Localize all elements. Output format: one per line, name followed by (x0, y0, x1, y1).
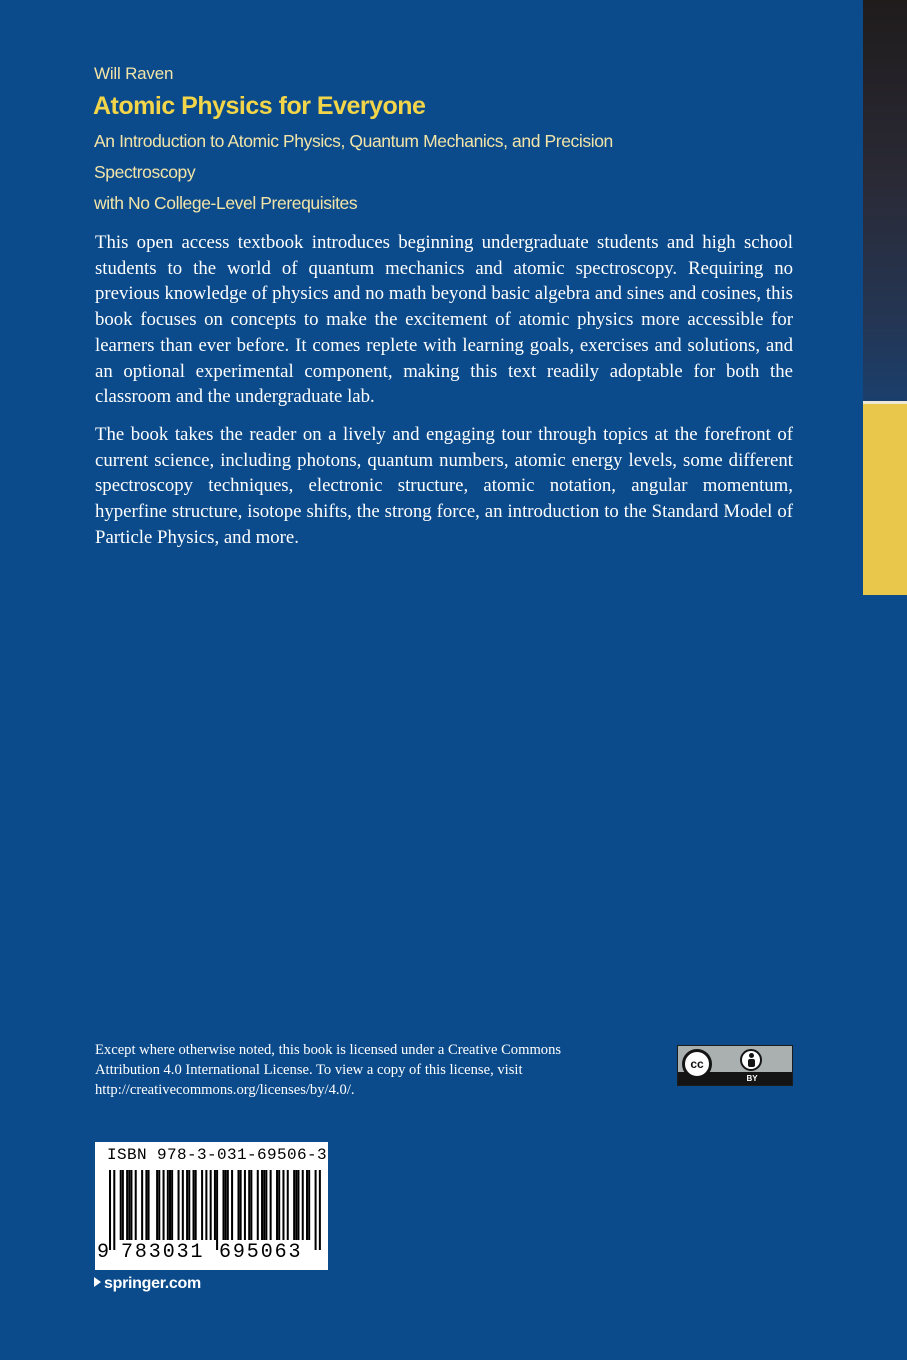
barcode-bar (193, 1170, 195, 1240)
subtitle-line-2: with No College-Level Prerequisites (94, 193, 358, 213)
barcode-bar (145, 1170, 147, 1240)
barcode-bar (240, 1170, 242, 1240)
isbn-number: ISBN 978-3-031-69506-3 (107, 1146, 328, 1164)
barcode-bars (109, 1170, 321, 1250)
arrow-right-icon (94, 1277, 101, 1287)
barcode-bar (227, 1170, 229, 1240)
barcode-bar (188, 1170, 190, 1240)
barcode-bar (265, 1170, 267, 1240)
barcode-bar (287, 1170, 289, 1240)
barcode-bar (302, 1170, 304, 1240)
publisher-link-text: springer.com (104, 1275, 201, 1292)
author-name: Will Raven (94, 64, 174, 83)
barcode-bar (261, 1170, 263, 1240)
by-label: BY (746, 1074, 758, 1083)
barcode-bar (319, 1170, 321, 1250)
attribution-person-icon (740, 1049, 762, 1071)
barcode-bar (295, 1170, 297, 1240)
barcode-bar (248, 1170, 250, 1240)
barcode-bar (148, 1170, 150, 1240)
barcode-bar (315, 1170, 317, 1250)
person-icon-body (748, 1059, 755, 1067)
barcode-bar (205, 1170, 207, 1240)
barcode-bar (214, 1170, 216, 1240)
license-notice: Except where otherwise noted, this book is licensed under a Creative Commons Attribution 4.0 International License. To view a copy of this license, visit http://creativecommons.org/licenses/by/4.0/. (95, 1042, 562, 1098)
barcode-bar (130, 1170, 132, 1240)
barcode-bar (195, 1170, 197, 1240)
spine-dark-band (863, 0, 907, 403)
barcode-bar (122, 1170, 124, 1240)
barcode-bar (263, 1170, 265, 1240)
person-icon-head (749, 1053, 754, 1058)
barcode-bar (237, 1170, 239, 1240)
description-paragraph-2: The book takes the reader on a lively and engaging tour through topics at the forefront of current science, including photons, quantum numbers, atomic energy levels, some different spectroscopy techniques, electronic structure, atomic notation, angular momentum, hyperfine structure, isotope shifts, the strong force, an introduction to the Standard Model of Particle Physics, and more. (95, 423, 793, 548)
barcode-bar (276, 1170, 278, 1240)
barcode-bar (141, 1170, 143, 1240)
barcode-bar (171, 1170, 173, 1240)
ean-right-digits: 695063 (219, 1241, 311, 1264)
barcode-bar (225, 1170, 227, 1240)
barcode-bar (182, 1170, 184, 1240)
barcode-bar (282, 1170, 284, 1240)
barcode-bar (278, 1170, 280, 1240)
book-title: Atomic Physics for Everyone (93, 92, 426, 120)
isbn-barcode (95, 1142, 328, 1270)
barcode-bar (109, 1170, 111, 1250)
subtitle-line-1: An Introduction to Atomic Physics, Quantum Mechanics, and Precision Spectroscopy (94, 131, 613, 182)
barcode-bar (297, 1170, 299, 1240)
barcode-bar (210, 1170, 212, 1240)
barcode-bar (128, 1170, 130, 1240)
description-paragraph-1: This open access textbook introduces beginning undergraduate students and high school students to the world of quantum mechanics and atomic spectroscopy. Requiring no previous knowledge of physics and no math beyond basic algebra and sines and cosines, this book focuses on concepts to make the excitement of atomic physics more accessible for learners than ever before. It comes replete with learning goals, exercises and solutions, and an optional experimental component, making this text readily adoptable for both the classroom and the undergraduate lab. (95, 232, 793, 408)
publisher-link[interactable] (94, 1275, 201, 1293)
barcode-bar (306, 1170, 308, 1240)
barcode-bar (178, 1170, 180, 1240)
barcode-bar (231, 1170, 233, 1240)
cc-by-badge (677, 1045, 793, 1086)
barcode-bar (135, 1170, 137, 1240)
barcode-bar (169, 1170, 171, 1240)
barcode-bar (222, 1170, 224, 1240)
ean-left-digits: 783031 (121, 1241, 213, 1264)
barcode-bar (163, 1170, 165, 1240)
barcode-bar (201, 1170, 203, 1240)
ean-first-digit: 9 (97, 1241, 110, 1264)
barcode-bar (293, 1170, 295, 1240)
barcode-bar (186, 1170, 188, 1240)
barcode-bar (158, 1170, 160, 1240)
barcode-bar (308, 1170, 310, 1240)
creative-commons-icon: cc (682, 1049, 712, 1079)
barcode-bar (167, 1170, 169, 1240)
barcode-bar (113, 1170, 115, 1250)
barcode-bar (244, 1170, 246, 1240)
book-subtitle (94, 126, 714, 219)
book-description (95, 230, 793, 562)
barcode-bar (120, 1170, 122, 1240)
barcode-bar (250, 1170, 252, 1240)
barcode-bar (126, 1170, 128, 1240)
barcode-bar (270, 1170, 272, 1240)
barcode-bar (156, 1170, 158, 1240)
spine-yellow-band (863, 404, 907, 595)
spine-blue-band (863, 595, 907, 1360)
barcode-bar (216, 1170, 218, 1250)
barcode-bar (257, 1170, 259, 1240)
